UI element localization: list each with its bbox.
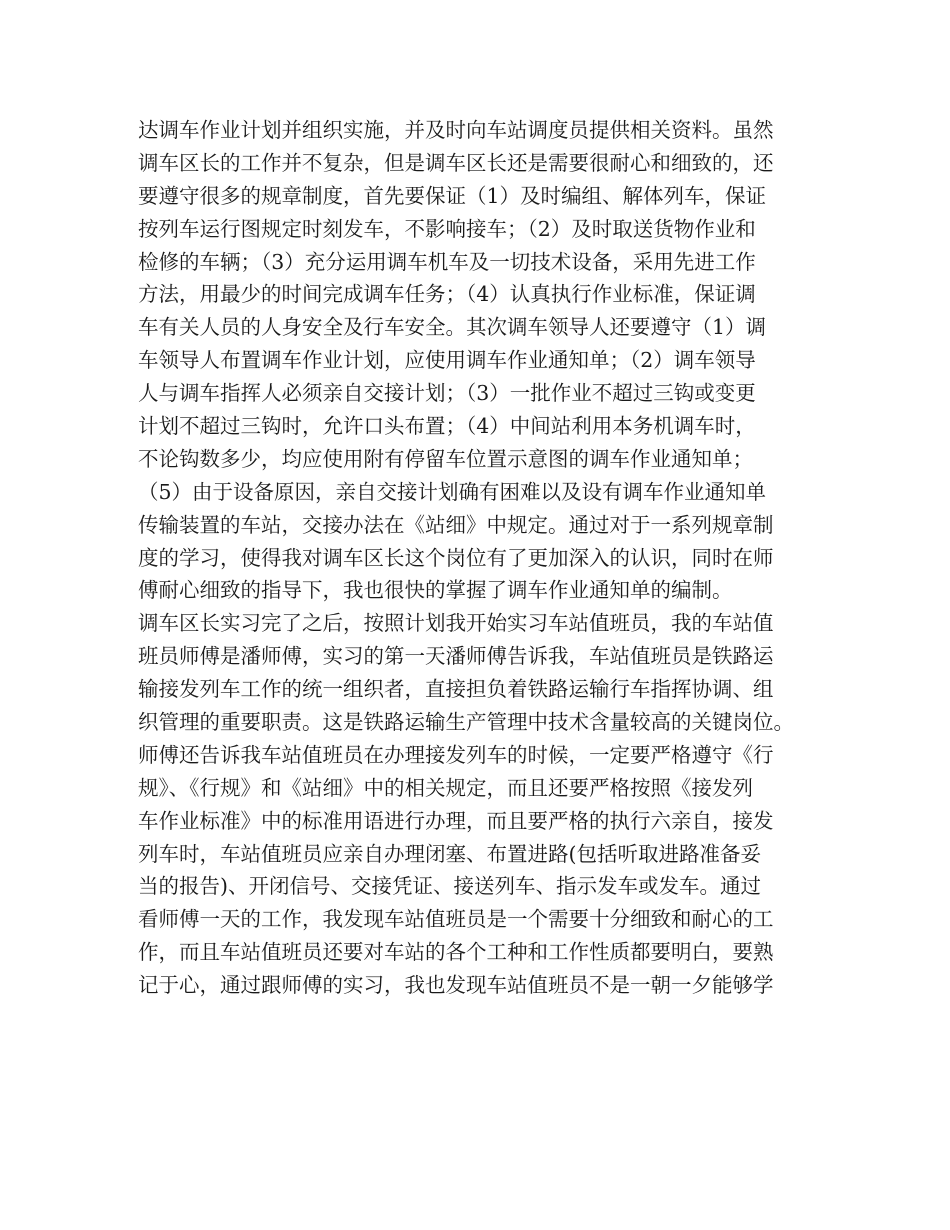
text-line: 班员师傅是潘师傅，实习的第一天潘师傅告诉我，车站值班员是铁路运 — [138, 644, 774, 669]
text-line: 看师傅一天的工作，我发现车站值班员是一个需要十分细致和耐心的工 — [138, 907, 774, 932]
text-line: 调车区长的工作并不复杂，但是调车区长还是需要很耐心和细致的，还 — [138, 150, 774, 175]
text-line: 当的报告)、开闭信号、交接凭证、接送列车、指示发车或发车。通过 — [138, 874, 761, 899]
text-line: 不论钩数多少，均应使用附有停留车位置示意图的调车作业通知单； — [138, 446, 753, 471]
text-line: 调车区长实习完了之后，按照计划我开始实习车站值班员，我的车站值 — [138, 611, 774, 636]
text-line: 方法，用最少的时间完成调车任务；（4）认真执行作业标准，保证调 — [138, 282, 756, 307]
text-line: 车有关人员的人身安全及行车安全。其次调车领导人还要遵守（1）调 — [138, 315, 767, 340]
text-line: 记于心，通过跟师傅的实习，我也发现车站值班员不是一朝一夕能够学 — [138, 973, 774, 998]
text-line: 织管理的重要职责。这是铁路运输生产管理中技术含量较高的关键岗位。 — [138, 710, 794, 735]
text-line: 傅耐心细致的指导下，我也很快的掌握了调车作业通知单的编制。 — [138, 578, 733, 603]
text-line: 人与调车指挥人必须亲自交接计划；（3）一批作业不超过三钩或变更 — [138, 381, 756, 406]
text-line: 规》、《行规》和《站细》中的相关规定，而且还要严格按照《接发列 — [138, 775, 753, 800]
text-line: 输接发列车工作的统一组织者，直接担负着铁路运输行车指挥协调、组 — [138, 677, 774, 702]
text-line: 要遵守很多的规章制度，首先要保证（1）及时编组、解体列车，保证 — [138, 183, 767, 208]
text-line: 车作业标准》中的标准用语进行办理，而且要严格的执行六亲自，接发 — [138, 808, 774, 833]
text-line: 度的学习，使得我对调车区长这个岗位有了更加深入的认识，同时在师 — [138, 545, 774, 570]
text-line: 传输装置的车站，交接办法在《站细》中规定。通过对于一系列规章制 — [138, 512, 774, 537]
text-line: 师傅还告诉我车站值班员在办理接发列车的时候，一定要严格遵守《行 — [138, 742, 774, 767]
text-line: 作，而且车站值班员还要对车站的各个工种和工作性质都要明白，要熟 — [138, 940, 774, 965]
text-line: 列车时，车站值班员应亲自办理闭塞、布置进路(包括听取进路准备妥 — [138, 841, 761, 866]
body-text — [138, 114, 818, 1002]
text-line: 检修的车辆；（3）充分运用调车机车及一切技术设备，采用先进工作 — [138, 249, 756, 274]
text-line: 按列车运行图规定时刻发车，不影响接车；（2）及时取送货物作业和 — [138, 216, 756, 241]
text-line: 计划不超过三钩时，允许口头布置；（4）中间站利用本务机调车时， — [138, 414, 756, 439]
text-line: （5）由于设备原因，亲自交接计划确有困难以及设有调车作业通知单 — [138, 479, 767, 504]
text-line: 车领导人布置调车作业计划，应使用调车作业通知单；（2）调车领导 — [138, 348, 756, 373]
text-line: 达调车作业计划并组织实施，并及时向车站调度员提供相关资料。虽然 — [138, 118, 774, 142]
